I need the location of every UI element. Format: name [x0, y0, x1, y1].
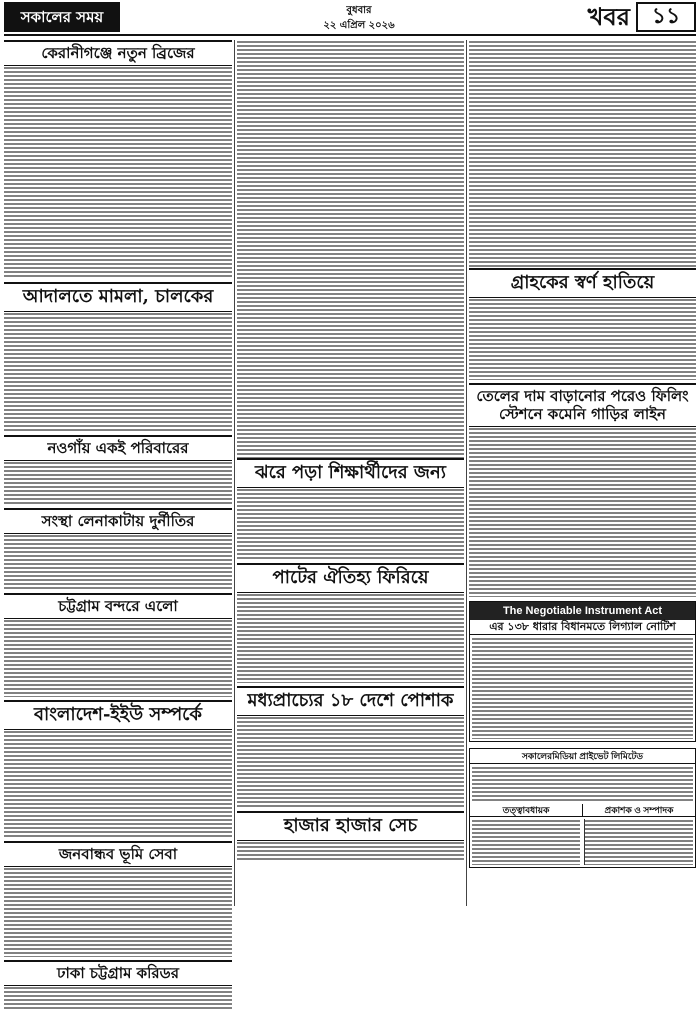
column-divider	[466, 40, 467, 906]
headline: সংস্থা লেনাকাটায় দুর্নীতির	[4, 508, 232, 534]
article-body	[237, 40, 464, 458]
imprint-details	[470, 817, 695, 867]
column-3	[469, 40, 696, 906]
article	[4, 841, 232, 957]
headline: কেরানীগঞ্জে নতুন ব্রিজের	[4, 40, 232, 66]
article-body	[237, 593, 464, 683]
column-2	[237, 40, 464, 906]
article-body	[4, 461, 232, 505]
article	[4, 700, 232, 838]
imprint-right-label: প্রকাশক ও সম্পাদক	[582, 804, 695, 816]
article	[4, 508, 232, 590]
dateline	[304, 3, 414, 33]
column-divider	[234, 40, 235, 906]
article-body	[237, 488, 464, 560]
article	[4, 282, 232, 432]
article-body	[4, 986, 232, 1010]
headline: মধ্যপ্রাচ্যের ১৮ দেশে পোশাক	[237, 686, 464, 716]
article	[469, 383, 696, 597]
headline: পাটের ঐতিহ্য ফিরিয়ে	[237, 563, 464, 593]
headline: আদালতে মামলা, চালকের	[4, 282, 232, 312]
section-title: খবর	[587, 3, 630, 31]
notice-title: The Negotiable Instrument Act	[470, 602, 695, 620]
imprint-left-text	[472, 819, 580, 865]
page-number: ১১	[636, 2, 696, 32]
headline: হাজার হাজার সেচ	[237, 811, 464, 841]
headline: গ্রাহকের স্বর্ণ হাতিয়ে	[469, 268, 696, 298]
headline: নওগাঁয় একই পরিবারের	[4, 435, 232, 461]
article-body	[4, 312, 232, 432]
article-body	[469, 427, 696, 597]
article-body	[237, 841, 464, 861]
notice-body	[472, 637, 693, 739]
imprint-box	[469, 748, 696, 868]
headline: চট্টগ্রাম বন্দরে এলো	[4, 593, 232, 619]
article	[237, 458, 464, 560]
notice-subtitle: এর ১৩৮ ধারার বিধানমতে লিগ্যাল নোটিশ	[470, 620, 695, 635]
imprint-right-text	[584, 819, 693, 865]
imprint-title: সকালেরমিডিয়া প্রাইভেট লিমিটেড	[470, 749, 695, 764]
article	[469, 268, 696, 380]
masthead	[4, 2, 696, 36]
article	[237, 686, 464, 808]
column-1	[4, 40, 232, 982]
article	[4, 40, 232, 279]
article-body	[237, 716, 464, 808]
article	[237, 563, 464, 683]
headline: ঢাকা চট্টগ্রাম করিডর	[4, 960, 232, 986]
article-body	[4, 534, 232, 590]
date-label: ২২ এপ্রিল ২০২৬	[323, 20, 395, 31]
day-label: বুধবার	[346, 5, 372, 16]
imprint-left-label: তত্ত্বাবধায়ক	[502, 805, 550, 815]
article-body	[469, 298, 696, 380]
headline: তেলের দাম বাড়ানোর পরেও ফিলিং স্টেশনে কমেনি গাড়ির লাইন	[469, 383, 696, 427]
legal-notice	[469, 601, 696, 742]
article	[237, 811, 464, 861]
article	[4, 593, 232, 697]
newspaper-logo: সকালের সময়	[4, 2, 120, 32]
headline: জনবান্ধব ভূমি সেবা	[4, 841, 232, 867]
imprint-header-row	[470, 804, 695, 817]
imprint-body	[472, 766, 693, 802]
article-body	[4, 66, 232, 279]
article-body	[4, 730, 232, 838]
headline: বাংলাদেশ-ইইউ সম্পর্কে	[4, 700, 232, 730]
article-body	[4, 867, 232, 957]
article	[4, 435, 232, 505]
article	[4, 960, 232, 1010]
headline: ঝরে পড়া শিক্ষার্থীদের জন্য	[237, 458, 464, 488]
article-body	[4, 619, 232, 697]
article-body	[469, 40, 696, 268]
